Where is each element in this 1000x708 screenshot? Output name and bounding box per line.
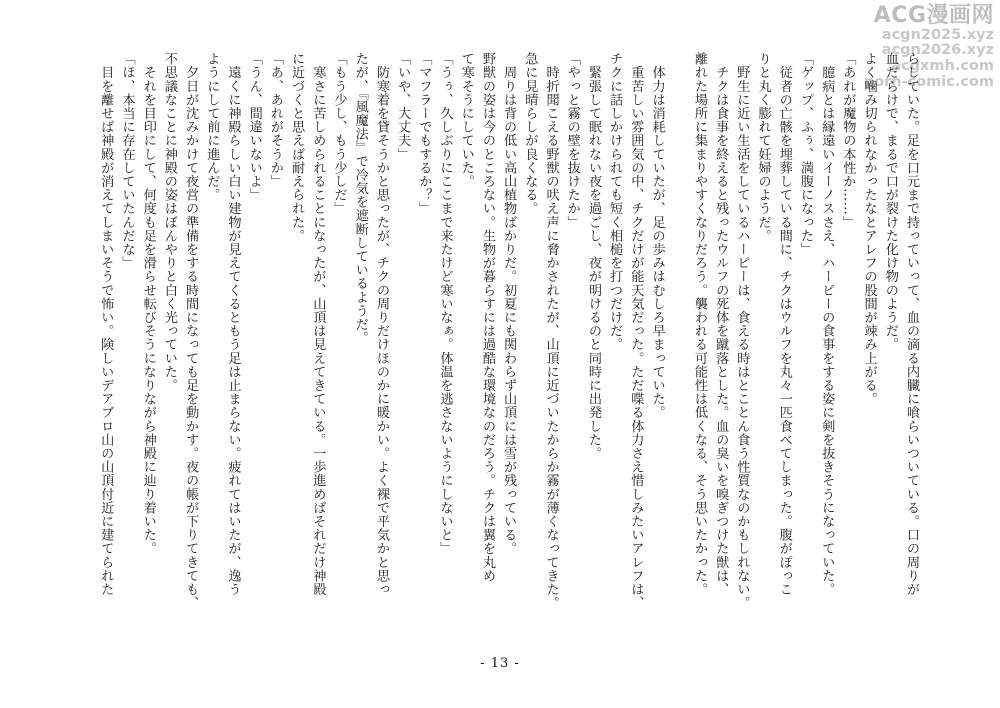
body-text-line: 「いや、大丈夫」	[395, 52, 411, 161]
watermark-url-1: acgn2025.xyz	[881, 26, 994, 43]
body-text-line: 離れた場所に集まりやすくなりだろう。襲われる可能性は低くなる、そう思いたかった。	[691, 52, 707, 596]
vertical-body-text	[95, 52, 922, 652]
body-text-line: チクは食事を終えると残ったウルフの死体を蹴落とした。血の臭いを嗅ぎつけた獣は、	[713, 52, 729, 596]
body-text-line: 時折聞こえる野獣の吠え声に脅かされたが、山頂に近づいたからか霧が薄くなってきた。	[543, 52, 559, 610]
body-text-line: 臆病とは縁遠いイーノスさえ、ハーピーの食事をする姿に剣を抜きそうになっていた。	[819, 52, 835, 596]
body-text-line: 急に見晴らしが良くなる。	[522, 52, 538, 216]
body-text-line: たが、『風魔法』で冷気を遮断しているようだ。	[352, 52, 368, 345]
body-text-line: りと丸く膨れて妊婦のようだ。	[755, 52, 771, 243]
body-text-line: 緊張して眠れない夜を過ごし、夜が明けるのと同時に出発した。	[585, 52, 601, 460]
body-text-line: に近づくと思えば耐えられた。	[289, 52, 305, 243]
body-text-line: 不思議なことに神殿の姿はぼんやりと白く光っていた。	[161, 52, 177, 392]
body-text-line: 「やっと霧の壁を抜けたか」	[564, 52, 580, 229]
body-text-line: 夕日が沈みかけて夜営の準備をする時間になっても足を動かす。夜の帳が下りてきても、	[183, 52, 199, 610]
body-text-line: 「もう少し、もう少しだ」	[331, 52, 347, 216]
body-text-line: チクに話しかけられても短く相槌を打つだけだ。	[607, 52, 623, 352]
body-text-line: 周りは背の低い高山植物ばかりだ。初夏にも関わらず山頂には雪が残っている。	[501, 52, 517, 556]
body-text-line: 寒さに苦しめられることになったが、山頂は見えてきている。一歩進めばそれだけ神殿	[310, 52, 326, 596]
watermark-url-3: acgxmh.com	[891, 58, 994, 75]
body-text-line: 「あ、あれがそうか」	[267, 52, 283, 188]
body-text-line: 「ゲップ、ふぅ、満腹になった」	[797, 52, 813, 256]
body-text-line: それを目印にして、何度も足を滑らせ転びそうになりながら神殿に辿り着いた。	[140, 52, 156, 556]
watermark-url-4: porn-comic.com	[863, 73, 994, 90]
body-text-line: 遠くに神殿らしい白い建物が見えてくるともう足は止まらない。疲れてはいたが、逸う	[225, 52, 241, 596]
body-text-line	[668, 52, 689, 652]
body-text-line: て寒そうにしていた。	[458, 52, 474, 188]
body-text-line: らしていた。足を口元まで持っていって、血の滴る内臓に喰らいついている。口の周りが	[904, 52, 919, 596]
body-text-line: 「マフラーでもするか？」	[416, 52, 432, 216]
body-text-line: 体力は消耗していたが、足の歩みはむしろ早まっていた。	[649, 52, 665, 420]
body-text-line: 野獣の姿は今のところない。生物が暮らすには過酷な環境なのだろう。チクは翼を丸め	[479, 52, 495, 583]
body-text-line: 「ほ、本当に存在していたんだな」	[119, 52, 135, 270]
page-number: - 13 -	[480, 656, 520, 671]
watermark-brand: ACG漫画网	[873, 3, 994, 28]
body-text-line: よく噛み切られなかったなとアレフの股間が竦み上がる。	[861, 52, 877, 406]
body-text-line: 「あれが魔物の本性か……」	[840, 52, 856, 229]
body-text-line: 「うぅ、久しぶりにここまで来たけど寒いなぁ。体温を逃さないようにしないと」	[437, 52, 453, 556]
body-text-line: 「うん、間違いないよ」	[246, 52, 262, 202]
body-text-line: 血だらけで、まるで口が裂けた化け物のようだ。	[882, 52, 898, 352]
body-text-line: 目を離せば神殿が消えてしまいそうで怖い。険しいデアブロ山の山頂付近に建てられた	[98, 52, 114, 596]
body-text-line: 防寒着を貸そうかと思ったが、チクの周りだけほのかに暖かい。よく裸で平気かと思っ	[373, 52, 389, 596]
body-text-line: 従者の亡骸を埋葬している間に、チクはウルフを丸々一匹食べてしまった。腹がぽっこ	[776, 52, 792, 596]
watermark-url-2: acgn2026.xyz	[881, 42, 994, 59]
body-text-line: 重苦しい雰囲気の中、チクだけが能天気だった。ただ喋る体力さえ惜しみたいアレフは、	[628, 52, 644, 610]
body-text-line: ようにして前に進んだ。	[204, 52, 220, 202]
body-text-line: 野生に近い生活をしているハーピーは、食える時はとことん食う性質なのかもしれない。	[734, 52, 750, 610]
